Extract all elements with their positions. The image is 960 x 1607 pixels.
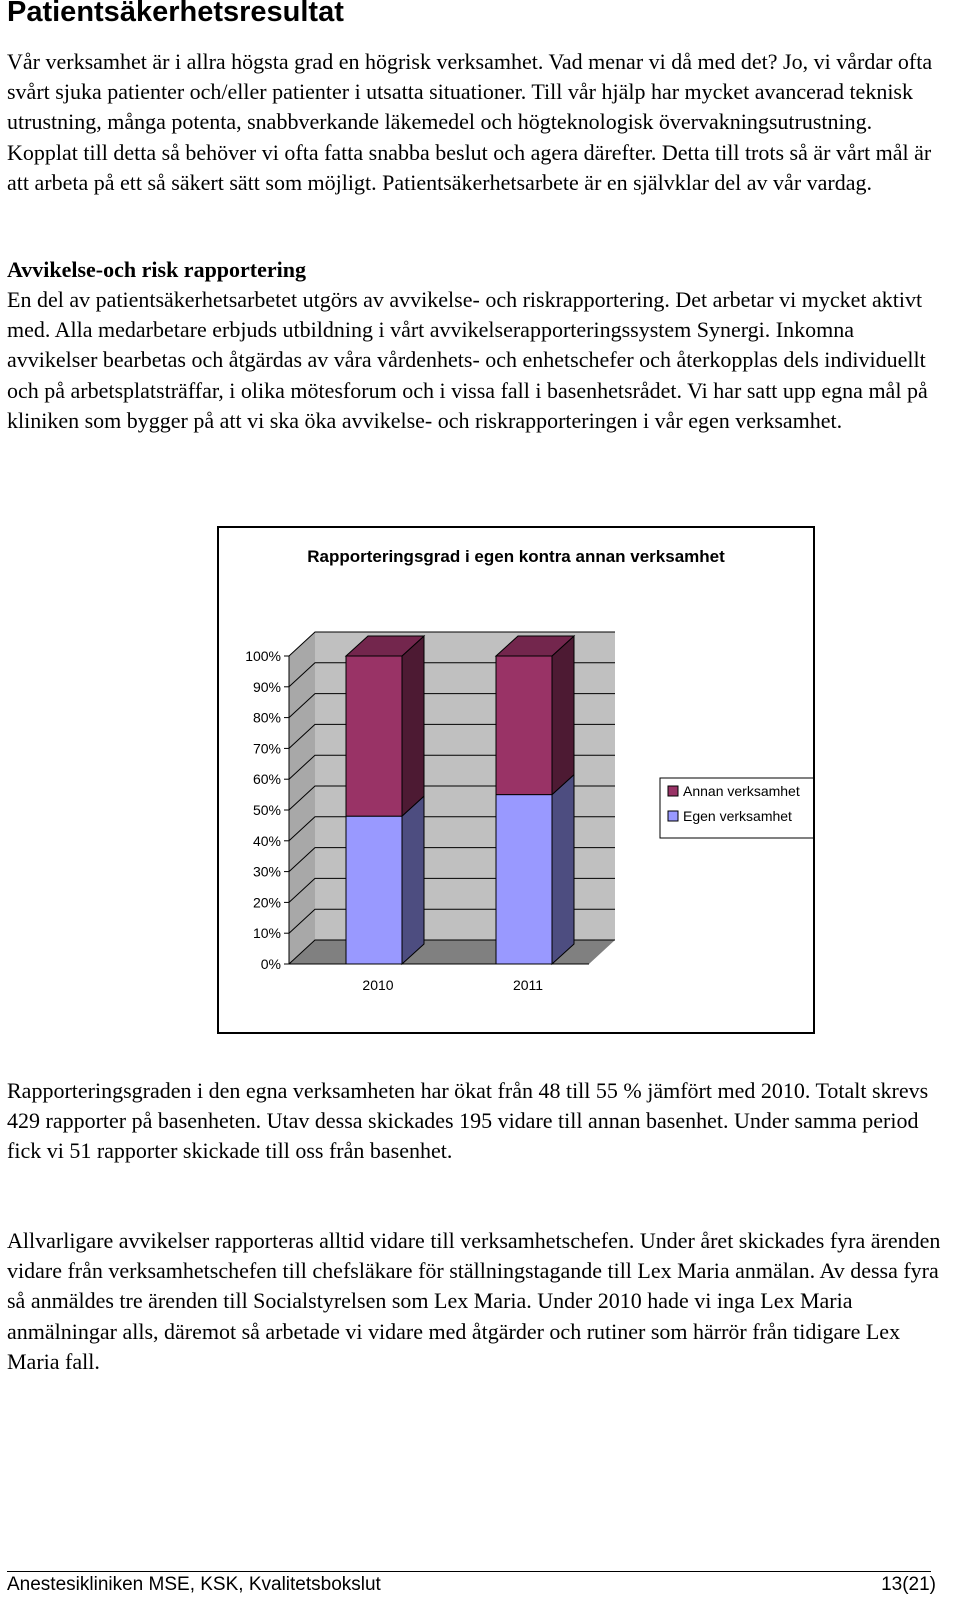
bar-2011-egen-verksamhet: [496, 795, 552, 964]
bar-side: [552, 636, 574, 795]
x-tick-label: 2011: [512, 977, 544, 993]
chart-title: Rapporteringsgrad i egen kontra annan verksamhet: [307, 547, 725, 566]
bar-side: [402, 796, 424, 964]
y-tick-label: 30%: [252, 863, 281, 880]
x-tick-label: 2010: [362, 977, 394, 993]
footer-page-number: 13(21): [881, 1574, 936, 1595]
lex-maria-paragraph: Allvarligare avvikelser rapporteras alltid vidare till verksamhetschefen. Under året skickades fyra ärenden vidare från verksamhetschefen till chefsläkare för ställningstagande till Lex Maria anmälan. Av dessa fyra så anmäldes tre ärenden till Socialstyrelsen som Lex Maria. Under 2010 hade vi inga Lex Maria anmälningar alls, däremot så arbetade vi vidare med åtgärder och rutiner som härrör från tidigare Lex Maria fall.: [7, 1228, 941, 1374]
y-tick-label: 0%: [260, 956, 281, 972]
bar-side: [552, 775, 574, 964]
intro-paragraph: Vår verksamhet är i allra högsta grad en högrisk verksamhet. Vad menar vi då med det? Jo, vi vårdar ofta svårt sjuka patienter och/eller patienter i utsatta situationer. Till vår hjälp har mycket avancerad teknisk utrustning, många potenta, snabbverkande läkemedel och högteknologisk övervakningsutrustning. Kopplat till detta så behöver vi ofta fatta snabba beslut och agera därefter. Detta till trots så är vårt mål är att arbeta på ett så säkert sätt som möjligt. Patientsäkerhetsarbete är en självklar del av vår vardag.: [7, 49, 933, 195]
legend-swatch: [668, 811, 678, 821]
bar-side: [402, 636, 424, 816]
y-tick-label: 100%: [245, 648, 281, 664]
bar-2010-annan-verksamhet: [346, 656, 402, 816]
section-heading-reporting: Avvikelse-och risk rapportering: [7, 257, 307, 282]
legend-swatch: [668, 786, 678, 796]
reporting-rate-paragraph: Rapporteringsgraden i den egna verksamheten har ökat från 48 till 55 % jämfört med 2010. Totalt skrevs 429 rapporter på basenheten. Utav dessa skickades 195 vidare till annan basenhet. Under samma period fick vi 51 rapporter skickade till oss från basenhet.: [7, 1078, 929, 1164]
y-tick-label: 70%: [252, 740, 281, 757]
footer-divider: [7, 1571, 931, 1572]
y-tick-label: 90%: [252, 678, 281, 695]
page-title: Patientsäkerhetsresultat: [7, 0, 344, 28]
reporting-paragraph: En del av patientsäkerhetsarbetet utgörs av avvikelse- och riskrapportering. Det arbetar vi mycket aktivt med. Alla medarbetare erbjuds utbildning i vårt avvikelserapporteringssystem Synergi. Inkomna avvikelser bearbetas och åtgärdas av våra vårdenhets- och enhetschefer och återkopplas dels individuellt och på arbetsplatsträffar, i olika mötesforum och i vissa fall i basenhetsrådet. Vi har satt upp egna mål på kliniken som bygger på att vi ska öka avvikelse- och riskrapporteringen i vår egen verksamhet.: [7, 287, 928, 433]
y-tick-label: 40%: [252, 832, 281, 849]
bar-2010-egen-verksamhet: [346, 816, 402, 964]
stacked-bar-chart: [219, 528, 813, 1032]
y-tick-label: 60%: [252, 771, 281, 788]
y-tick-label: 10%: [252, 925, 281, 942]
y-tick-label: 20%: [252, 894, 281, 911]
chart-frame: [217, 526, 815, 1034]
footer-document-name: Anestesikliniken MSE, KSK, Kvalitetsbokslut: [7, 1574, 381, 1595]
bar-2011-annan-verksamhet: [496, 656, 552, 795]
legend-label: Egen verksamhet: [683, 808, 792, 824]
legend-label: Annan verksamhet: [683, 783, 800, 799]
y-tick-label: 50%: [252, 802, 281, 818]
y-tick-label: 80%: [252, 709, 281, 726]
